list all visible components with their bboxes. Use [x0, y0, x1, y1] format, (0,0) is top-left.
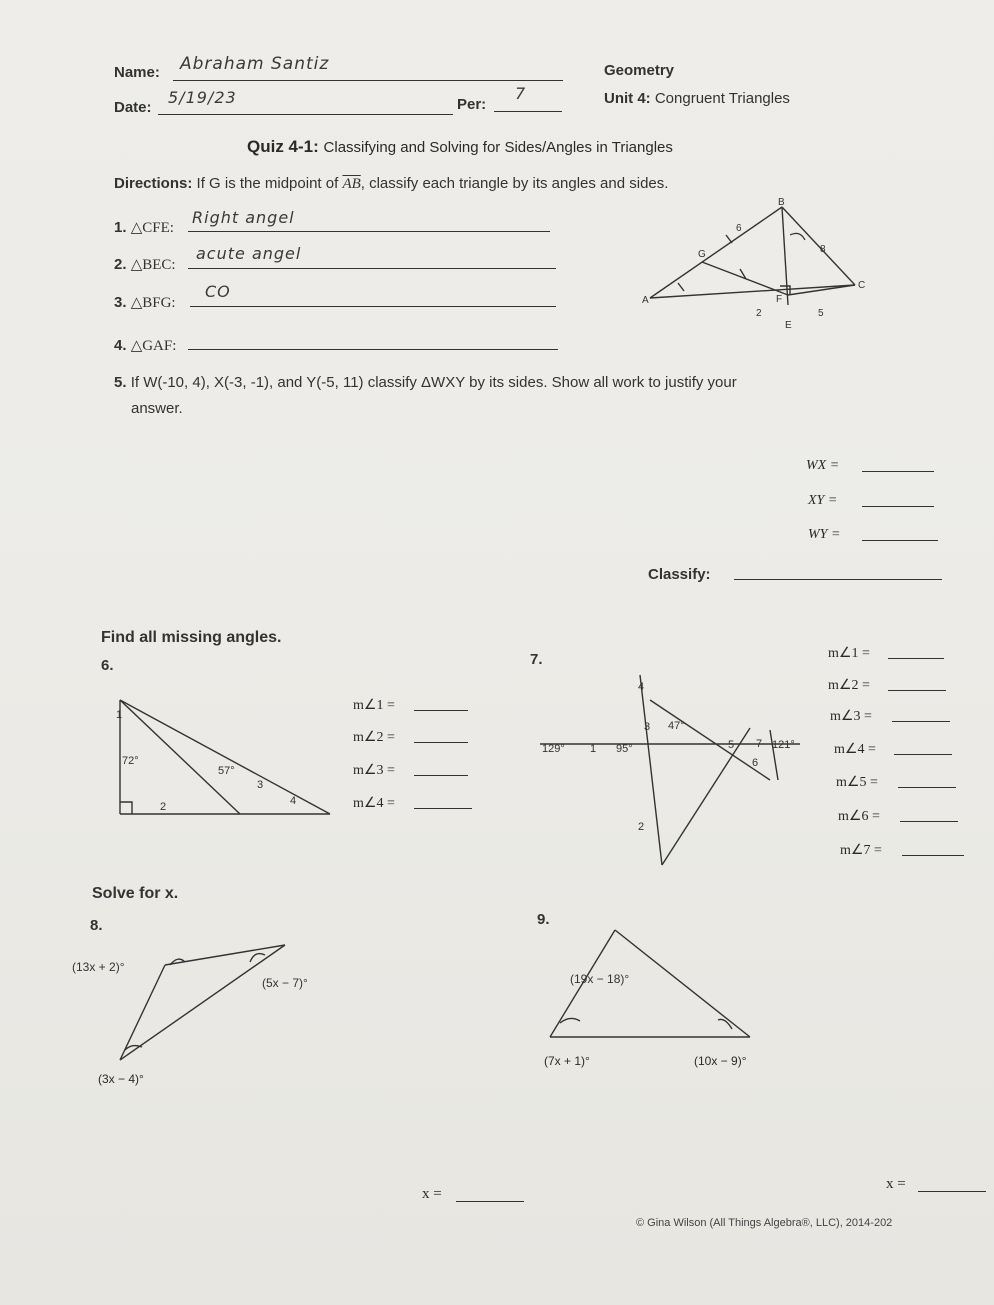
q5-line1: [114, 374, 737, 391]
label-g: G: [698, 249, 706, 260]
q9-x-answer-line[interactable]: [918, 1191, 986, 1192]
quiz-subtitle: Classifying and Solving for Sides/Angles in Triangles: [323, 139, 673, 156]
copyright-footer: © Gina Wilson (All Things Algebra®, LLC), 2014-202: [636, 1217, 893, 1229]
wy-answer-line[interactable]: [862, 540, 938, 541]
q6-m1: m∠1 =: [353, 698, 395, 713]
classify-answer-line[interactable]: [734, 579, 942, 580]
q7-m5: m∠5 =: [836, 775, 878, 790]
figure-q7: [530, 670, 820, 870]
q9-label-top: (19x − 18)°: [570, 972, 630, 986]
q9-label-bottom-left: (7x + 1)°: [544, 1054, 590, 1068]
per-line: [494, 111, 562, 112]
q7-m6-line[interactable]: [900, 821, 958, 822]
fig7-angle-2: 2: [638, 821, 645, 833]
side-2: 2: [756, 308, 762, 319]
q8-x-answer-line[interactable]: [456, 1201, 524, 1202]
q7-m4: m∠4 =: [834, 742, 876, 757]
q7-m7-line[interactable]: [902, 855, 964, 856]
answer-line[interactable]: [188, 268, 556, 269]
fig6-angle-4: 4: [290, 795, 297, 807]
fig7-angle-4: 4: [638, 681, 645, 693]
q7-m3: m∠3 =: [830, 709, 872, 724]
q7-m2-line[interactable]: [888, 690, 946, 691]
date-label: Date:: [114, 99, 152, 116]
label-f: F: [776, 294, 783, 305]
item-number: 2.: [114, 256, 127, 273]
segment-ab: $\overline{AB}$: [342, 176, 361, 192]
answer-line[interactable]: [188, 349, 558, 350]
per-handwritten: 7: [515, 84, 527, 103]
fig7-angle-1: 1: [590, 743, 597, 755]
fig7-129deg: 129°: [542, 743, 565, 755]
wx-label: WX =: [806, 458, 840, 473]
q7-m2: m∠2 =: [828, 678, 870, 693]
date-line: [158, 114, 453, 115]
classify-item-1: [114, 218, 174, 237]
q9-x-label: x =: [886, 1176, 906, 1192]
fig7-angle-7: 7: [756, 738, 763, 750]
figure-q8: [70, 935, 320, 1075]
q6-m3-line[interactable]: [414, 775, 468, 776]
item-number: 4.: [114, 337, 127, 354]
q8-label-top-left: (13x + 2)°: [72, 960, 125, 974]
unit-label: Unit 4: Congruent Triangles: [604, 90, 790, 107]
item-label: △BFG:: [130, 295, 176, 311]
fig7-121deg: 121°: [772, 739, 795, 751]
name-label: Name:: [114, 64, 160, 81]
label-a: A: [642, 295, 649, 306]
label-e: E: [785, 320, 792, 331]
xy-label: XY =: [808, 493, 838, 508]
fig7-angle-5: 5: [728, 739, 735, 751]
q5-number: 5.: [114, 374, 127, 391]
figure-q6: [100, 690, 340, 820]
directions-text-after: , classify each triangle by its angles and sides.: [360, 175, 669, 192]
q6-m4-line[interactable]: [414, 808, 472, 809]
xy-answer-line[interactable]: [862, 506, 934, 507]
q9-number: 9.: [537, 911, 550, 928]
q7-m4-line[interactable]: [894, 754, 952, 755]
side-5: 5: [818, 308, 824, 319]
q5-text: If W(-10, 4), X(-3, -1), and Y(-5, 11) classify ΔWXY by its sides. Show all work to justify your: [130, 374, 737, 391]
directions-label: Directions:: [114, 175, 193, 192]
q7-m1-line[interactable]: [888, 658, 944, 659]
classify-item-4: [114, 336, 176, 355]
answer-handwritten: acute angel: [196, 244, 302, 263]
q6-m3: m∠3 =: [353, 763, 395, 778]
q7-m7: m∠7 =: [840, 843, 882, 858]
q6-m1-line[interactable]: [414, 710, 468, 711]
fig6-angle-2: 2: [160, 801, 167, 813]
item-label: △GAF:: [130, 338, 177, 354]
directions: [114, 175, 668, 193]
label-b: B: [778, 197, 785, 208]
quiz-number: Quiz 4-1:: [247, 137, 319, 156]
unit-title: Congruent Triangles: [654, 90, 790, 107]
q6-m4: m∠4 =: [353, 796, 395, 811]
q8-label-bottom-text: (3x − 4)°: [98, 1072, 144, 1086]
item-number: 1.: [114, 219, 127, 236]
solve-heading: Solve for x.: [92, 885, 179, 902]
answer-line[interactable]: [190, 306, 556, 307]
answer-handwritten: Right angel: [192, 208, 295, 227]
figure-midpoint-triangles: [640, 195, 880, 335]
q7-m6: m∠6 =: [838, 809, 880, 824]
classify-item-2: [114, 255, 176, 274]
label-c: C: [858, 280, 866, 291]
item-number: 3.: [114, 294, 127, 311]
answer-handwritten: CO: [205, 282, 231, 301]
q6-m2: m∠2 =: [353, 730, 395, 745]
name-handwritten: Abraham Santiz: [180, 54, 330, 74]
q6-m2-line[interactable]: [414, 742, 468, 743]
fig7-angle-6: 6: [752, 757, 759, 769]
course-label: Geometry: [604, 62, 675, 79]
answer-line[interactable]: [188, 231, 550, 232]
item-label: △CFE:: [130, 220, 174, 236]
quiz-title: [247, 137, 673, 157]
q7-m1: m∠1 =: [828, 646, 870, 661]
fig6-angle-3: 3: [257, 779, 264, 791]
side-8: 8: [820, 244, 826, 255]
fig7-47deg: 47°: [668, 720, 685, 732]
directions-text-before: If G is the midpoint of: [196, 175, 339, 192]
q5-line2: answer.: [131, 400, 183, 417]
wx-answer-line[interactable]: [862, 471, 934, 472]
name-line: [173, 80, 563, 81]
fig6-57deg: 57°: [218, 765, 235, 777]
classify-label: Classify:: [648, 566, 711, 583]
item-label: △BEC:: [130, 257, 176, 273]
q7-m3-line[interactable]: [892, 721, 950, 722]
fig7-angle-3: 3: [644, 721, 651, 733]
wy-label: WY =: [808, 527, 841, 542]
q8-number: 8.: [90, 917, 103, 934]
q9-label-bottom-right: (10x − 9)°: [694, 1054, 747, 1068]
missing-angles-heading: Find all missing angles.: [101, 629, 282, 646]
q6-number: 6.: [101, 657, 114, 674]
q7-number: 7.: [530, 651, 543, 668]
fig6-angle-1: 1: [116, 709, 123, 721]
fig6-72deg: 72°: [122, 755, 139, 767]
fig7-95deg: 95°: [616, 743, 633, 755]
per-label: Per:: [457, 96, 487, 113]
q8-label-top-right: (5x − 7)°: [262, 976, 308, 990]
date-handwritten: 5/19/23: [168, 88, 237, 107]
side-6: 6: [736, 223, 742, 234]
q8-x-label: x =: [422, 1186, 442, 1202]
classify-item-3: [114, 293, 176, 312]
figure-q9: [530, 925, 770, 1055]
q7-m5-line[interactable]: [898, 787, 956, 788]
